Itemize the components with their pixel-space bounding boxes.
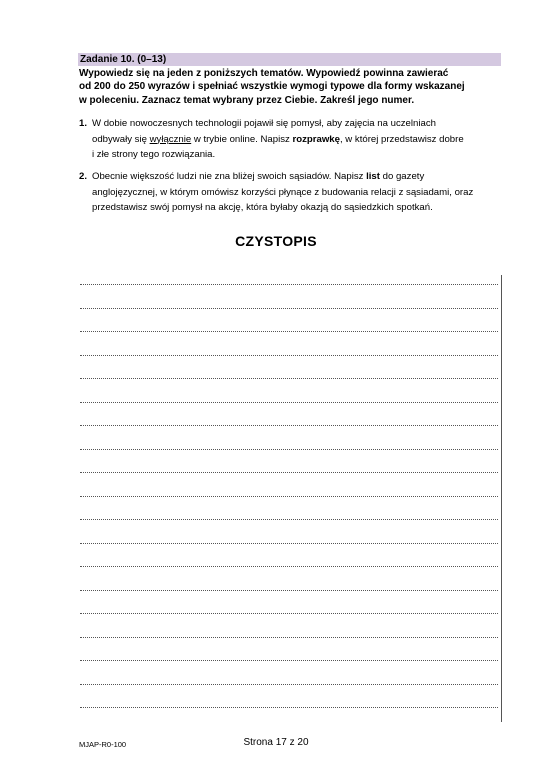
topic-line: anglojęzycznej, w którym omówisz korzyści płynące z budowania relacji z sąsiadami, oraz [92, 186, 474, 198]
section-title: CZYSTOPIS [235, 233, 317, 249]
writing-line[interactable] [80, 471, 498, 473]
writing-line[interactable] [80, 307, 498, 309]
underlined-word: wyłącznie [149, 133, 192, 145]
instruction-line: Wypowiedz się na jeden z poniższych tematów. Wypowiedź powinna zawierać [79, 68, 449, 79]
topic-text [92, 116, 517, 163]
task-instructions [79, 67, 504, 107]
topic-line: przedstawisz swój pomysł na akcję, która byłaby okazją do sąsiedzkich spotkań. [92, 202, 433, 213]
writing-line[interactable] [80, 518, 498, 520]
form-keyword: list [366, 171, 380, 182]
exam-code: MJAP-R0-100 [79, 740, 127, 749]
form-keyword: rozprawkę [292, 133, 340, 145]
writing-line[interactable] [80, 495, 498, 497]
topic-line [92, 169, 517, 185]
writing-line[interactable] [80, 283, 498, 285]
topic-number[interactable]: 1. [79, 118, 88, 129]
writing-line[interactable] [80, 424, 498, 426]
page-number: Strona 17 z 20 [243, 737, 309, 748]
writing-line[interactable] [80, 659, 498, 661]
writing-line[interactable] [80, 377, 498, 379]
writing-line[interactable] [80, 683, 498, 685]
instruction-line: w poleceniu. Zaznacz temat wybrany przez Ciebie. Zakreśl jego numer. [79, 94, 415, 106]
topic-text [92, 169, 517, 216]
writing-line[interactable] [80, 354, 498, 356]
writing-line[interactable] [80, 401, 498, 403]
writing-line[interactable] [80, 589, 498, 591]
margin-line [501, 275, 502, 722]
writing-line[interactable] [80, 542, 498, 544]
task-title: Zadanie 10. (0–13) [80, 54, 167, 65]
text-run: w trybie online. Napisz [191, 133, 293, 145]
text-run: Obecnie większość ludzi nie zna bliżej swoich sąsiadów. Napisz [92, 171, 367, 182]
text-run: , w której przedstawisz dobre [339, 133, 464, 145]
topic-line: W dobie nowoczesnych technologii pojawił się pomysł, aby zajęcia na uczelniach [92, 118, 436, 129]
topic-line: i złe strony tego rozwiązania. [92, 149, 216, 160]
topic-number[interactable]: 2. [79, 171, 88, 182]
writing-line[interactable] [80, 565, 498, 567]
text-run: odbywały się [92, 133, 150, 145]
topic-line [92, 132, 517, 148]
writing-line[interactable] [80, 636, 498, 638]
writing-line[interactable] [80, 448, 498, 450]
writing-line[interactable] [80, 612, 498, 614]
writing-line[interactable] [80, 330, 498, 332]
text-run: do gazety [379, 171, 425, 182]
writing-line[interactable] [80, 706, 498, 708]
instruction-line: od 200 do 250 wyrazów i spełniać wszystkie wymogi typowe dla formy wskazanej [79, 81, 465, 93]
